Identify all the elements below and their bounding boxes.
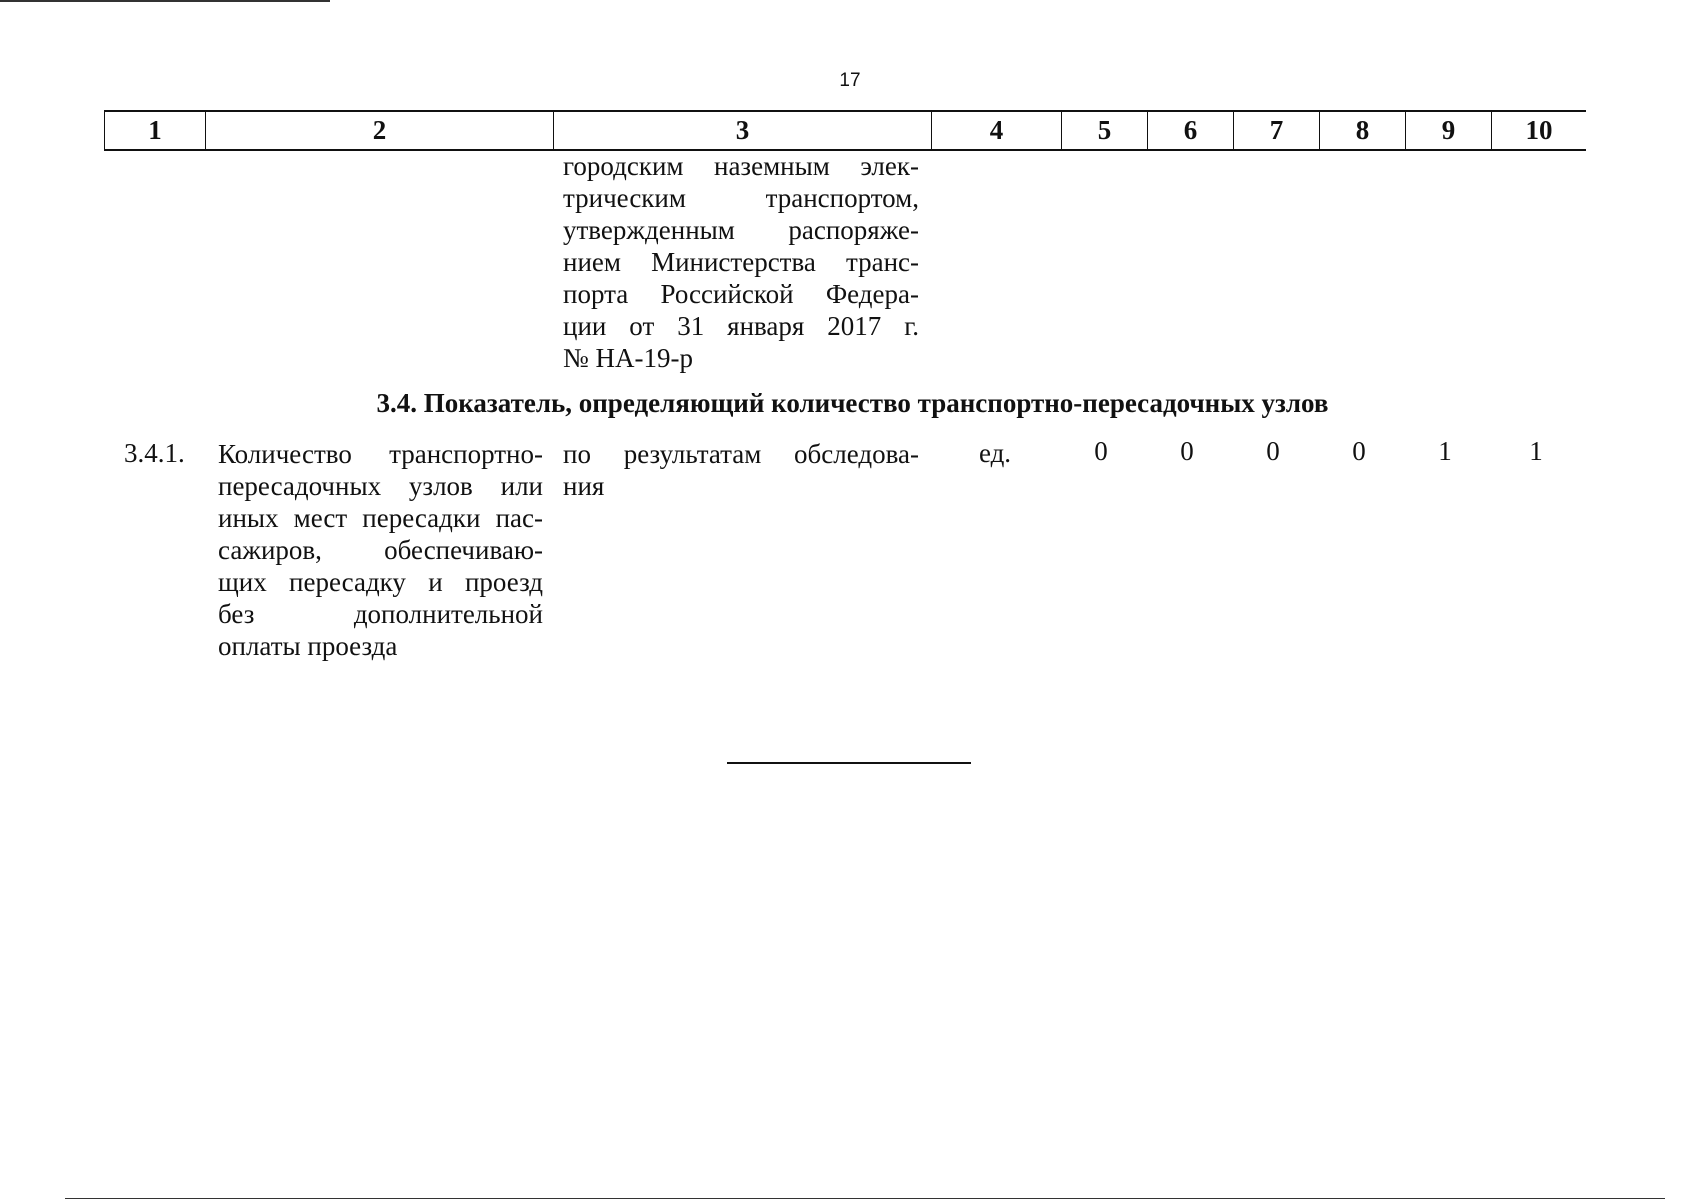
continuation-line: № НА-19-р bbox=[563, 343, 693, 373]
continuation-line: утвержденным распоряже- bbox=[563, 215, 919, 245]
header-col-7: 7 bbox=[1234, 112, 1320, 149]
header-col-4: 4 bbox=[932, 112, 1062, 149]
row-value-col-7: 0 bbox=[1266, 436, 1280, 466]
continuation-line: ции от 31 января 2017 г. bbox=[563, 311, 919, 341]
row-number: 3.4.1. bbox=[124, 438, 185, 468]
row-value-col-10: 1 bbox=[1529, 436, 1543, 466]
scan-edge-bottom bbox=[65, 1198, 1665, 1199]
row-name-line: пересадочных узлов или bbox=[218, 471, 543, 501]
table-header-row bbox=[104, 110, 1586, 151]
row-value-col-6: 0 bbox=[1180, 436, 1194, 466]
row-source-line: по результатам обследова- bbox=[563, 439, 919, 469]
header-col-1: 1 bbox=[104, 112, 206, 149]
end-of-document-rule bbox=[727, 762, 971, 764]
row-name-line: оплаты проезда bbox=[218, 631, 398, 661]
header-col-6: 6 bbox=[1148, 112, 1234, 149]
continuation-line: трическим транспортом, bbox=[563, 183, 919, 213]
row-value-col-8: 0 bbox=[1352, 436, 1366, 466]
row-value-col-5: 0 bbox=[1094, 436, 1108, 466]
continuation-line: городским наземным элек- bbox=[563, 151, 919, 181]
header-col-9: 9 bbox=[1406, 112, 1492, 149]
row-name-line: иных мест пересадки пас- bbox=[218, 503, 543, 533]
header-col-10: 10 bbox=[1525, 115, 1553, 145]
scan-edge-top bbox=[0, 0, 330, 2]
row-value-col-9: 1 bbox=[1438, 436, 1452, 466]
header-col-5: 5 bbox=[1062, 112, 1148, 149]
section-title: 3.4. Показатель, определяющий количество транспортно-пересадочных узлов bbox=[376, 388, 1329, 418]
row-name-line: Количество транспортно- bbox=[218, 439, 543, 469]
page-number: 17 bbox=[839, 70, 861, 91]
row-source-line: ния bbox=[563, 471, 605, 501]
row-indicator-name bbox=[218, 438, 543, 662]
continuation-line: нием Министерства транс- bbox=[563, 247, 919, 277]
header-col-8: 8 bbox=[1320, 112, 1406, 149]
row-name-line: без дополнительной bbox=[218, 599, 543, 629]
header-col-3: 3 bbox=[554, 112, 932, 149]
continuation-line: порта Российской Федера- bbox=[563, 279, 919, 309]
row-name-line: сажиров, обеспечиваю- bbox=[218, 535, 543, 565]
row-source bbox=[563, 438, 919, 502]
row-name-line: щих пересадку и проезд bbox=[218, 567, 543, 597]
row-unit: ед. bbox=[978, 438, 1012, 468]
header-col-2: 2 bbox=[206, 112, 554, 149]
continuation-text bbox=[563, 150, 919, 374]
